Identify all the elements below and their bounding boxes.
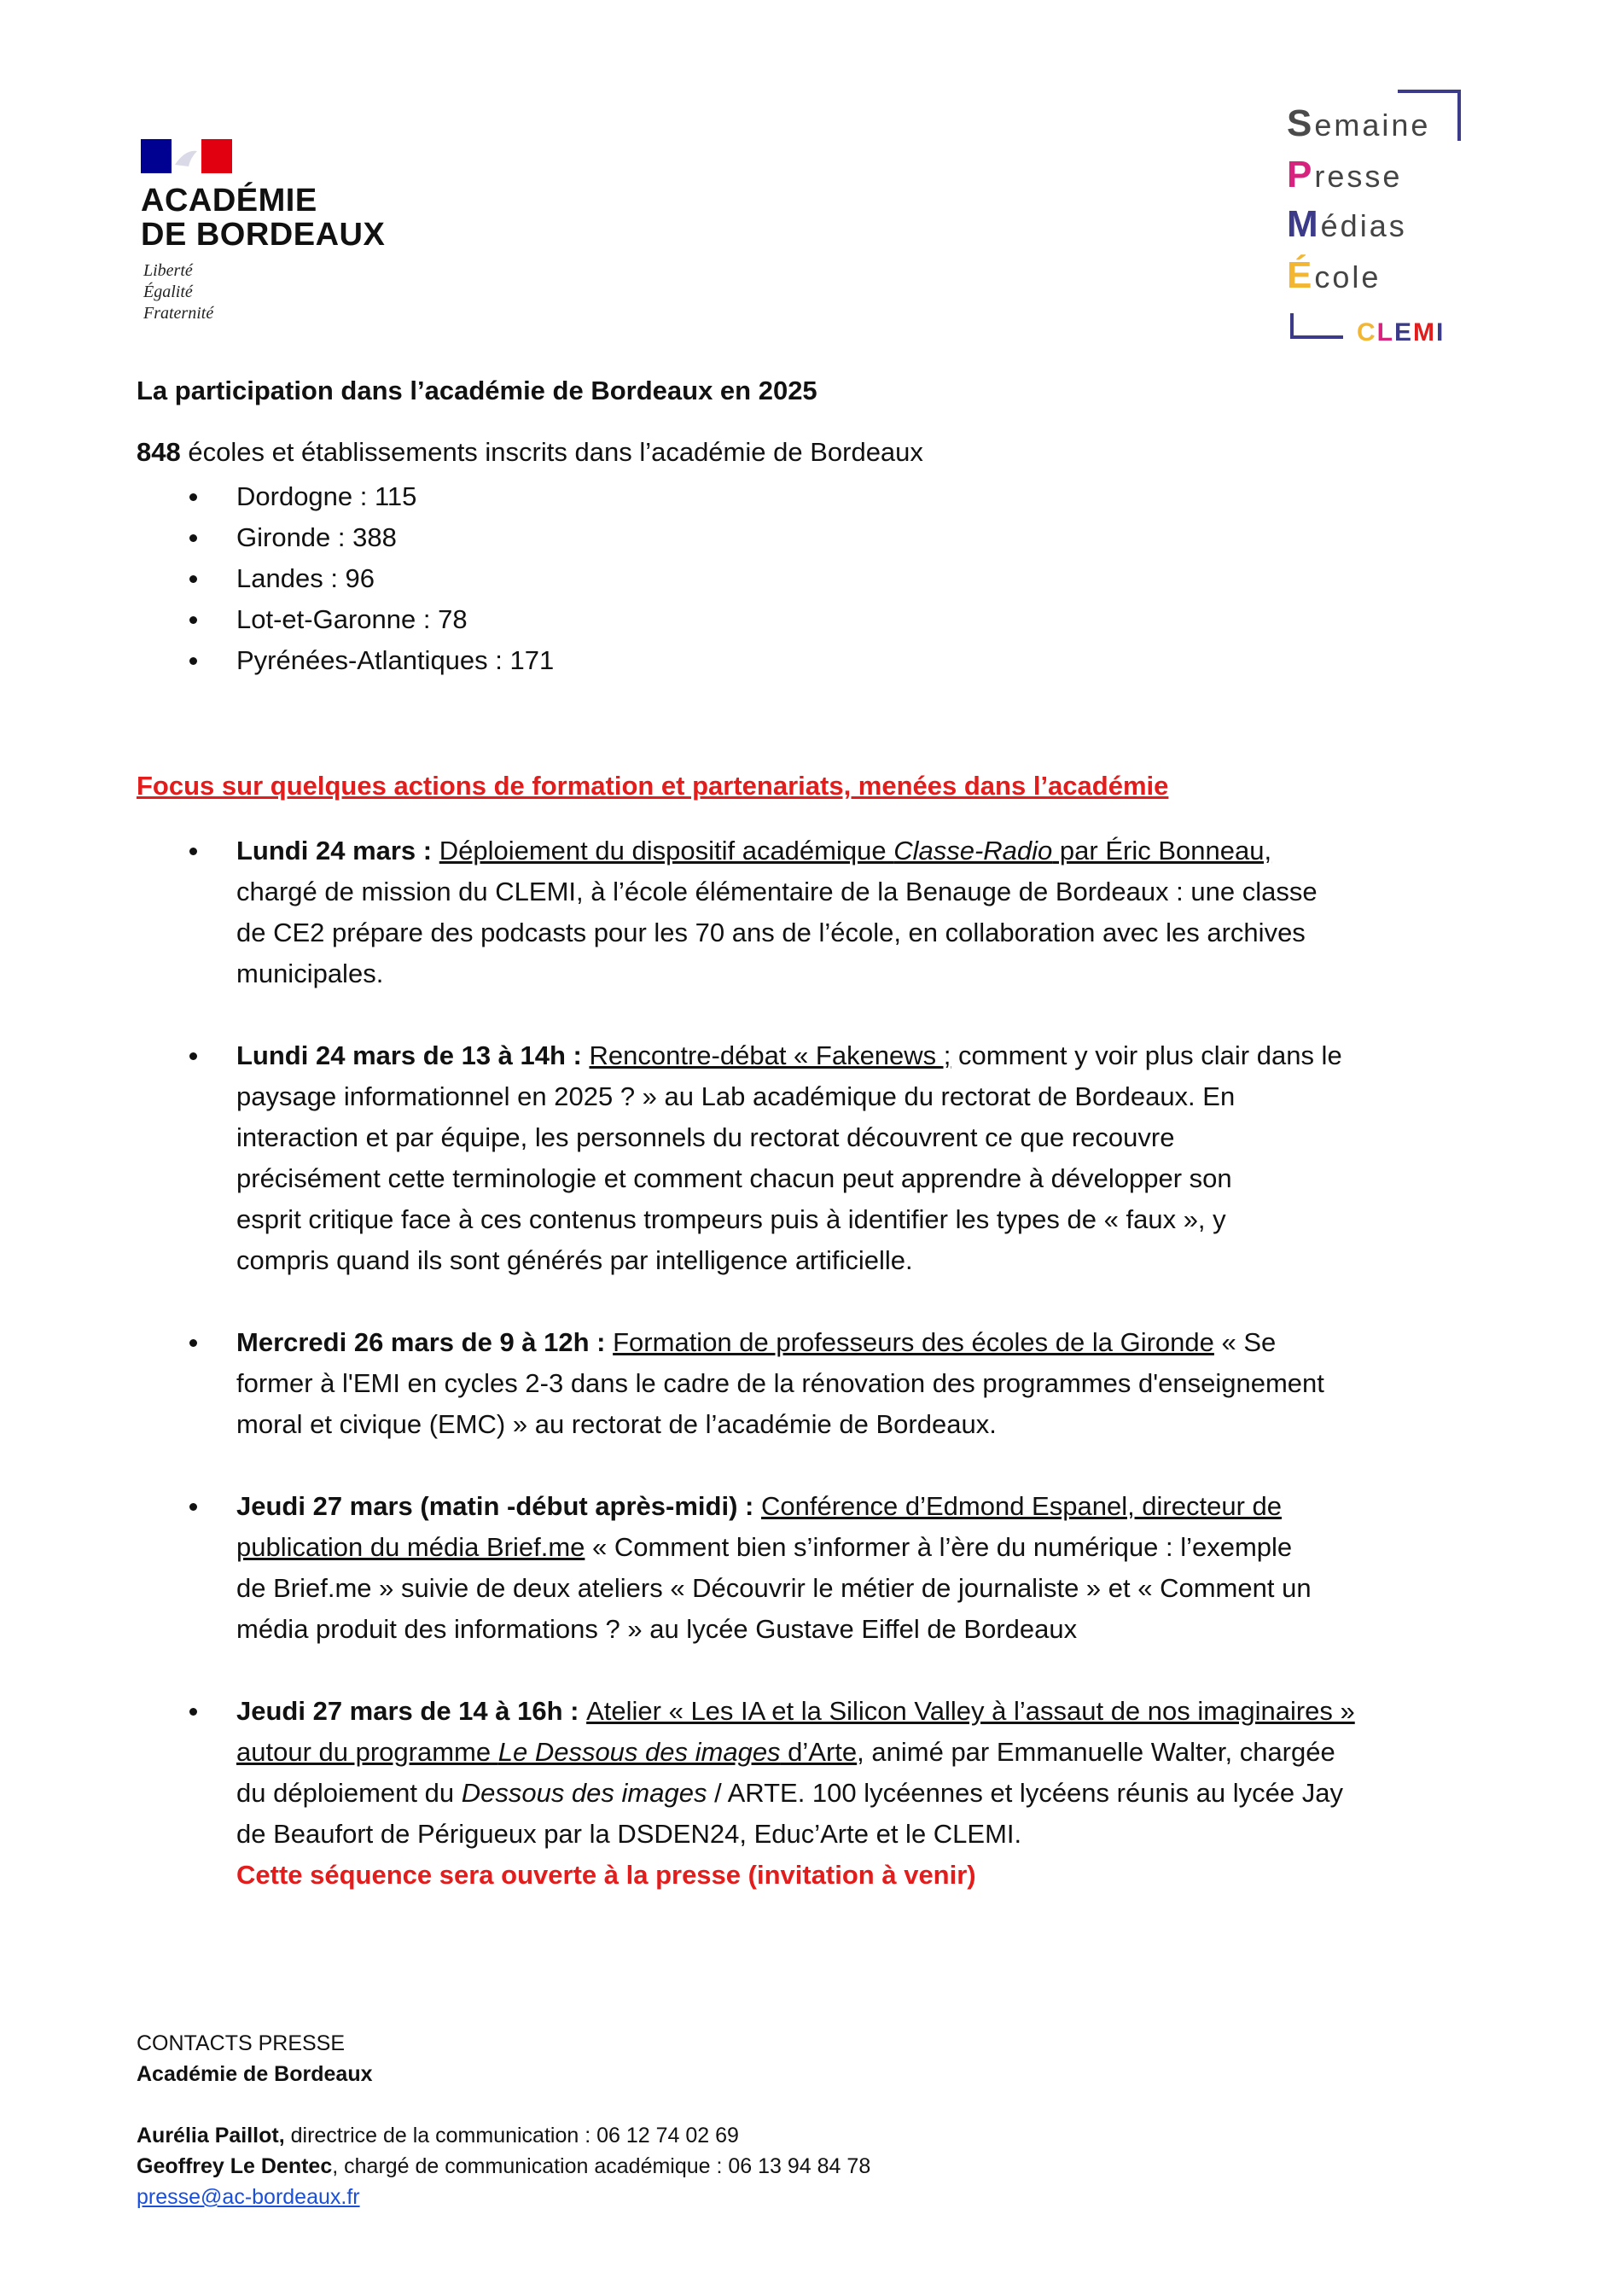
action-item (137, 1486, 1468, 1650)
action-link[interactable]: publication du média Brief.me (236, 1532, 585, 1562)
action-line: former à l'EMI en cycles 2-3 dans le cadre de la rénovation des programmes d'enseignement (236, 1368, 1324, 1398)
department-entry: Dordogne : 115 (236, 481, 417, 511)
department-entry: Lot-et-Garonne : 78 (236, 604, 468, 634)
action-line: municipales. (236, 959, 384, 988)
list-item (137, 517, 554, 558)
action-line: de Brief.me » suivie de deux ateliers « Découvrir le métier de journaliste » et « Comment un (236, 1573, 1312, 1603)
contacts-org: Académie de Bordeaux (137, 2062, 373, 2086)
clemi-letter: E (1394, 318, 1414, 347)
bullet-icon (189, 1052, 197, 1060)
spme-frame-left (1290, 313, 1294, 337)
bullet-icon (189, 1708, 197, 1716)
action-item (137, 830, 1468, 994)
page-title: La participation dans l’académie de Bordeaux en 2025 (137, 376, 817, 405)
action-link-text: Déploiement du dispositif académique (439, 836, 894, 865)
list-item (137, 640, 554, 681)
registration-text: écoles et établissements inscrits dans l’académie de Bordeaux (180, 437, 923, 467)
action-line: moral et civique (EMC) » au rectorat de l’académie de Bordeaux. (236, 1409, 997, 1439)
contact-role: , chargé de communication académique : 06 13 94 84 78 (332, 2154, 871, 2178)
spme-rest: resse (1314, 159, 1403, 194)
list-item (137, 558, 554, 599)
contact-name: Aurélia Paillot, (137, 2124, 285, 2147)
action-line: compris quand ils sont générés par intelligence artificielle. (236, 1245, 913, 1275)
motto-fraternite: Fraternité (143, 304, 214, 323)
clemi-logo (1357, 318, 1445, 347)
action-link-text: par Éric Bonneau, (1052, 836, 1272, 865)
action-date: Mercredi 26 mars de 9 à 12h : (236, 1327, 614, 1357)
action-item (137, 1322, 1468, 1445)
academy-name (141, 184, 385, 252)
press-contacts (137, 2028, 870, 2212)
bullet-icon (189, 1339, 197, 1347)
action-text: « Comment bien s’informer à l’ère du numérique : l’exemple (585, 1532, 1293, 1562)
spme-rest: édias (1320, 208, 1407, 243)
spme-rest: emaine (1314, 108, 1431, 143)
list-item (137, 476, 554, 517)
action-text: , animé par Emmanuelle Walter, chargée (857, 1737, 1335, 1767)
action-text: du déploiement du (236, 1778, 462, 1808)
bullet-icon (189, 657, 197, 665)
spme-frame-bottom (1290, 335, 1343, 339)
actions-list (137, 830, 1468, 1896)
press-email-link[interactable]: presse@ac-bordeaux.fr (137, 2185, 360, 2209)
action-line: esprit critique face à ces contenus trompeurs puis à identifier les types de « faux », y (236, 1204, 1226, 1234)
action-item (137, 1035, 1468, 1281)
republic-motto (143, 260, 213, 324)
action-text: « Se (1213, 1327, 1277, 1357)
bullet-icon (189, 616, 197, 624)
motto-liberte: Liberté (143, 261, 193, 280)
action-link[interactable]: Rencontre-débat « Fakenews ; (589, 1040, 951, 1070)
clemi-letter: I (1436, 318, 1446, 347)
action-item (137, 1691, 1468, 1896)
spme-frame-top (1398, 90, 1461, 93)
action-link-italic: Le Dessous des images (497, 1737, 781, 1767)
department-list (137, 476, 554, 681)
action-text: / ARTE. 100 lycéennes et lycéens réunis au lycée Jay (707, 1778, 1344, 1808)
spme-cap: M (1287, 203, 1321, 245)
action-link-italic: Classe-Radio (893, 836, 1053, 865)
spme-cap: É (1287, 254, 1315, 296)
action-date: Lundi 24 mars de 13 à 14h : (236, 1040, 590, 1070)
action-link[interactable] (439, 836, 1271, 865)
action-text-italic: Dessous des images (461, 1778, 707, 1808)
clemi-letter: C (1357, 318, 1377, 347)
academy-name-line1: ACADÉMIE (141, 183, 317, 219)
action-line: de Beaufort de Périgueux par la DSDEN24, Educ’Arte et le CLEMI. (236, 1819, 1022, 1849)
clemi-letter: L (1376, 318, 1394, 347)
spme-rest: cole (1314, 259, 1382, 294)
spme-word-medias (1287, 203, 1407, 245)
action-link-text: autour du programme (236, 1737, 498, 1767)
action-link-text: d’Arte (780, 1737, 858, 1767)
spme-word-ecole (1287, 254, 1382, 296)
department-entry: Landes : 96 (236, 563, 375, 593)
action-link[interactable]: Formation de professeurs des écoles de la Gironde (613, 1327, 1214, 1357)
spme-cap: P (1287, 154, 1315, 195)
spme-word-presse (1287, 156, 1402, 195)
academy-name-line2: DE BORDEAUX (141, 217, 386, 253)
republic-flag-icon (141, 139, 232, 173)
action-link[interactable]: Conférence d’Edmond Espanel, directeur de (760, 1491, 1283, 1521)
action-line: interaction et par équipe, les personnels du rectorat découvrent ce que recouvre (236, 1122, 1175, 1152)
bullet-icon (189, 1503, 197, 1511)
contact-role: directrice de la communication : 06 12 74 02 69 (284, 2124, 739, 2147)
bullet-icon (189, 575, 197, 583)
contact-name: Geoffrey Le Dentec (137, 2154, 333, 2178)
spme-word-semaine (1287, 102, 1431, 144)
action-text: comment y voir plus clair dans le (951, 1040, 1342, 1070)
action-date: Jeudi 27 mars (matin -début après-midi) : (236, 1491, 761, 1521)
bullet-icon (189, 534, 197, 542)
department-entry: Gironde : 388 (236, 522, 397, 552)
action-line: paysage informationnel en 2025 ? » au Lab académique du rectorat de Bordeaux. En (236, 1081, 1236, 1111)
action-link[interactable] (236, 1737, 857, 1767)
registration-count: 848 (137, 437, 181, 467)
action-line: précisément cette terminologie et comment chacun peut apprendre à développer son (236, 1163, 1232, 1193)
motto-egalite: Égalité (143, 283, 193, 301)
spme-frame-right (1457, 90, 1461, 141)
action-line: de CE2 prépare des podcasts pour les 70 ans de l’école, en collaboration avec les archives (236, 918, 1306, 947)
action-link[interactable]: Atelier « Les IA et la Silicon Valley à l’assaut de nos imaginaires » (586, 1696, 1355, 1726)
list-item (137, 599, 554, 640)
action-date: Jeudi 27 mars de 14 à 16h : (236, 1696, 587, 1726)
action-date: Lundi 24 mars : (236, 836, 439, 865)
department-entry: Pyrénées-Atlantiques : 171 (236, 645, 555, 675)
action-line: chargé de mission du CLEMI, à l’école élémentaire de la Benauge de Bordeaux : une classe (236, 877, 1318, 906)
press-note: Cette séquence sera ouverte à la presse (invitation à venir) (236, 1860, 976, 1890)
bullet-icon (189, 493, 197, 501)
action-line: média produit des informations ? » au lycée Gustave Eiffel de Bordeaux (236, 1614, 1078, 1644)
focus-heading: Focus sur quelques actions de formation et partenariats, menées dans l’académie (137, 771, 1169, 801)
registration-summary (137, 437, 923, 468)
spme-cap: S (1287, 102, 1315, 144)
contacts-label: CONTACTS PRESSE (137, 2031, 346, 2055)
clemi-letter: M (1413, 318, 1437, 347)
spme-logo (1287, 90, 1470, 346)
bullet-icon (189, 848, 197, 855)
